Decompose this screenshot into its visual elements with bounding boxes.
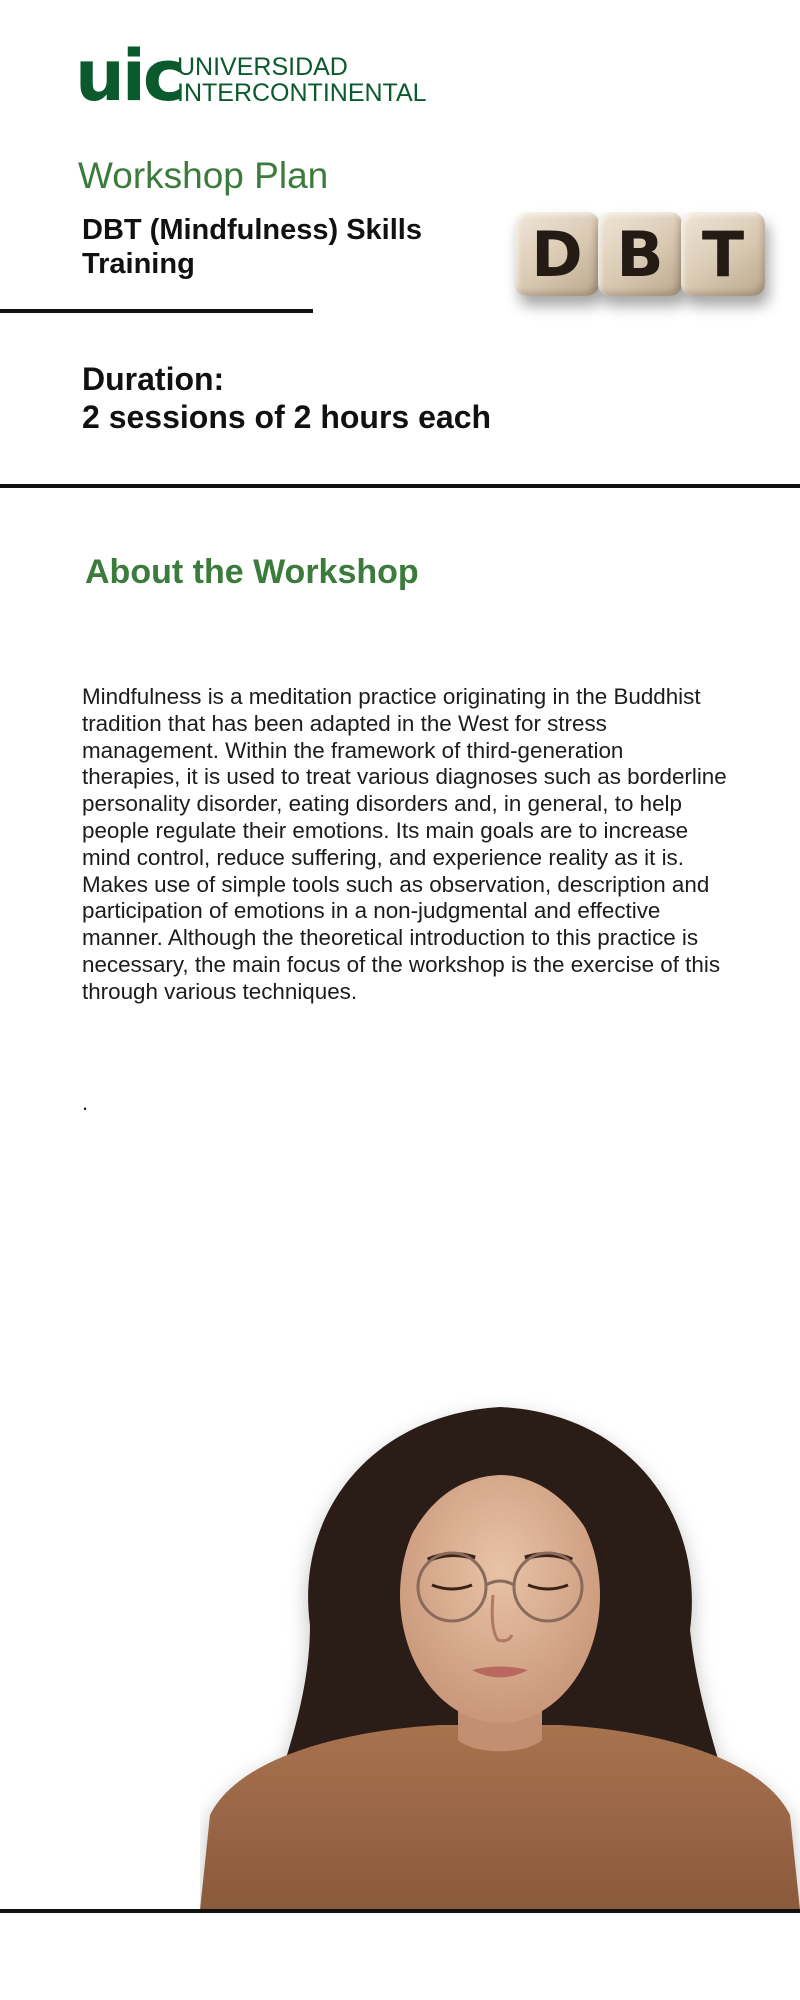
workshop-plan-heading: Workshop Plan xyxy=(78,155,329,196)
block-d: D xyxy=(515,212,599,296)
dbt-wooden-blocks-image xyxy=(515,212,765,300)
logo-line-1: UNIVERSIDAD xyxy=(177,53,348,81)
university-logo xyxy=(75,35,455,117)
duration-label: Duration: xyxy=(82,361,225,397)
divider xyxy=(0,1909,800,1913)
logo-line-2: INTERCONTINENTAL xyxy=(177,79,427,107)
logo-mark: uic xyxy=(75,35,182,117)
duration-section xyxy=(82,360,491,436)
duration-value: 2 sessions of 2 hours each xyxy=(82,399,492,435)
divider xyxy=(0,309,313,313)
trailing-dot: . xyxy=(82,1090,89,1115)
divider xyxy=(0,484,800,488)
about-heading: About the Workshop xyxy=(85,553,419,591)
logo-wordmark xyxy=(177,54,427,106)
block-t: T xyxy=(681,212,765,296)
portrait-image xyxy=(200,1395,800,1910)
workshop-subtitle: DBT (Mindfulness) Skills Training xyxy=(82,214,422,280)
block-b: B xyxy=(598,212,682,296)
about-paragraph: Mindfulness is a meditation practice originating in the Buddhist tradition that has been adapted in the West for stress management. Within the framework of third-generation therapies, it is used to treat various diagnoses such as borderline personality disorder, eating disorders and, in general, to help people regulate their emotions. Its main goals are to increase mind control, reduce suffering, and experience reality as it is. Makes use of simple tools such as observation, description and participation of emotions in a non-judgmental and effective manner. Although the theoretical introduction to this practice is necessary, the main focus of the workshop is the exercise of this through various techniques. xyxy=(82,684,727,1004)
